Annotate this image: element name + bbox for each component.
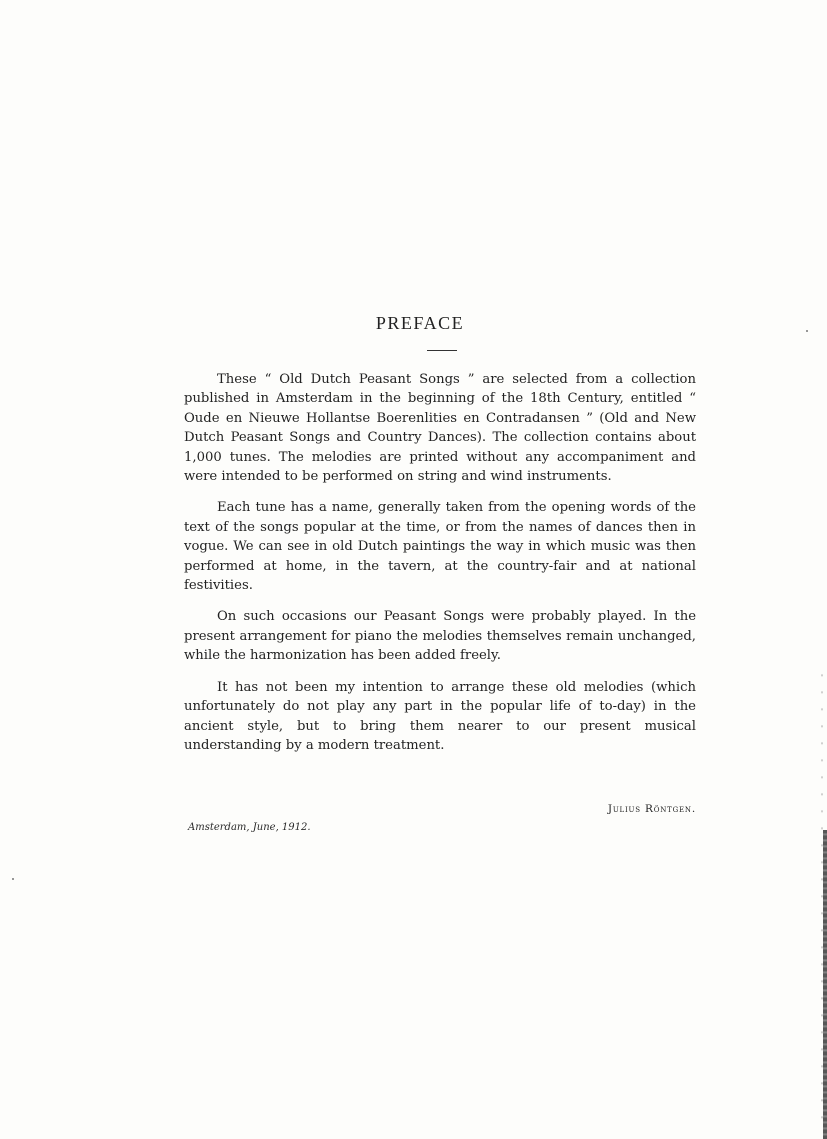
title-rule — [427, 350, 457, 351]
preface-body — [184, 370, 696, 767]
dateline: Amsterdam, June, 1912. — [188, 822, 311, 833]
paragraph-2: Each tune has a name, generally taken from the opening words of the text of the songs popular at the time, or from the names of dances then in vogue. We can see in old Dutch paintings the way in which music was then performed at home, in the tavern, at the country-fair and at national festivities. — [184, 500, 696, 594]
scan-edge-shadow — [823, 830, 827, 1139]
paragraph-3: On such occasions our Peasant Songs were probably played. In the present arrangement for piano the melodies themselves remain unchanged, while the harmonization has been added freely. — [184, 609, 696, 664]
paragraph-1: These “ Old Dutch Peasant Songs ” are selected from a collection published in Amsterdam in the beginning of the 18th Century, entitled “ Oude en Nieuwe Hollantse Boerenlities en Contradansen ” (Old and New Dutch Peasant Songs and Country Dances). The collection contains about 1,000 tunes. The melodies are printed without any accompaniment and were intended to be performed on string and wind instruments. — [184, 372, 696, 485]
scan-speck — [12, 878, 14, 880]
scan-speck — [806, 330, 808, 332]
paragraph-4: It has not been my intention to arrange these old melodies (which unfortunately do not play any part in the popular life of to-day) in the ancient style, but to bring them nearer to our present musical understanding by a modern treatment. — [184, 679, 696, 753]
author-signature: Julius Röntgen. — [607, 803, 696, 815]
page-title: PREFACE — [375, 313, 465, 333]
